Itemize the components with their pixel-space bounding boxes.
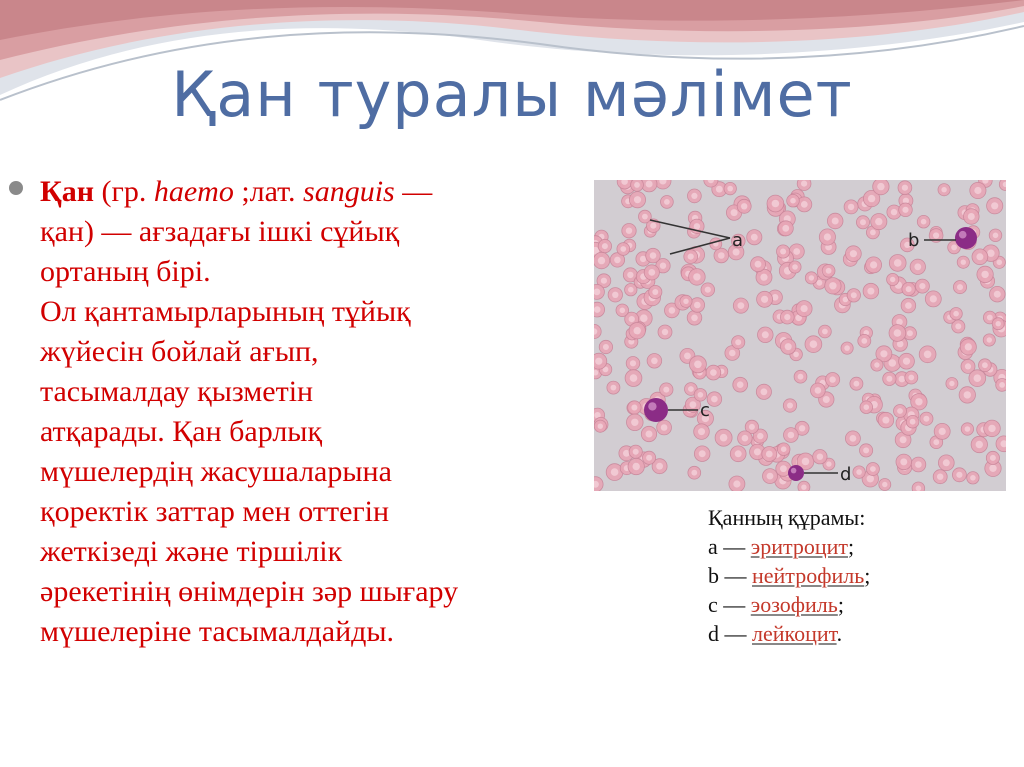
erythrocyte-center	[850, 250, 857, 257]
erythrocyte-center	[642, 214, 648, 220]
erythrocyte-center	[699, 450, 706, 457]
erythrocyte-center	[614, 257, 621, 264]
body-line-10: жеткізеді және тіршілік	[40, 535, 343, 568]
erythrocyte-center	[650, 252, 657, 259]
erythrocyte-center	[956, 472, 962, 478]
erythrocyte-center	[793, 352, 799, 358]
erythrocyte-center	[650, 223, 656, 229]
erythrocyte-center	[784, 314, 790, 320]
body-line-12: мүшелеріне тасымалдайды.	[40, 615, 395, 648]
erythrocyte-center	[663, 387, 669, 393]
erythrocyte-center	[669, 307, 676, 314]
erythrocyte-center	[646, 455, 652, 461]
erythrocyte-center	[735, 450, 742, 457]
erythrocyte-center	[982, 362, 988, 368]
body-line-2: қан) — ағзадағы ішкі сұйық	[40, 215, 400, 248]
erythrocyte-center	[988, 425, 995, 432]
erythrocyte-center	[965, 343, 972, 350]
erythrocyte-center	[915, 398, 922, 405]
erythrocyte-center	[691, 193, 697, 199]
erythrocyte-center	[897, 408, 903, 414]
erythrocyte-center	[792, 264, 798, 270]
erythrocyte-center	[634, 196, 641, 203]
erythrocyte-center	[817, 454, 823, 460]
erythrocyte-center	[916, 486, 922, 492]
erythrocyte-center	[631, 405, 637, 411]
erythrocyte-center	[710, 369, 717, 376]
erythrocyte-center	[867, 288, 874, 295]
label-b: b	[908, 230, 920, 251]
erythrocyte-center	[993, 233, 999, 239]
erythrocyte-center	[951, 245, 957, 251]
erythrocyte-center	[694, 361, 702, 369]
erythrocyte-center	[648, 269, 655, 276]
erythrocyte-center	[919, 283, 925, 289]
erythrocyte-center	[741, 203, 747, 209]
erythrocyte-center	[907, 330, 913, 336]
erythrocyte-center	[735, 339, 741, 345]
erythrocyte-center	[718, 252, 725, 259]
erythrocyte-center	[875, 218, 882, 225]
erythrocyte-center	[716, 186, 723, 193]
erythrocyte-center	[612, 292, 618, 298]
erythrocyte-center	[634, 182, 640, 188]
erythrocyte-center	[874, 362, 879, 367]
erythrocyte-center	[894, 329, 902, 337]
caption-item-d: d — лейкоцит.	[708, 621, 843, 646]
erythrocyte-center	[661, 424, 668, 431]
erythrocyte-center	[733, 480, 740, 487]
erythrocyte-center	[683, 299, 688, 304]
erythrocyte-center	[880, 350, 887, 357]
erythrocyte-center	[633, 449, 639, 455]
body-line-1: Қан (гр. haemo ;лат. sanguis —	[40, 175, 433, 208]
erythrocyte-center	[646, 431, 653, 438]
erythrocyte-center	[976, 441, 983, 448]
erythrocyte-center	[629, 316, 635, 322]
erythrocyte-center	[989, 465, 996, 472]
erythrocyte-center	[861, 338, 867, 344]
erythrocyte-center	[781, 446, 787, 452]
erythrocyte-center	[620, 308, 626, 314]
erythrocyte-center	[997, 260, 1003, 266]
caption-item-b: b — нейтрофиль;	[708, 563, 871, 588]
erythrocyte-center	[829, 282, 836, 289]
erythrocyte-center	[651, 358, 658, 365]
erythrocyte-center	[990, 455, 996, 461]
erythrocyte-center	[742, 435, 749, 442]
erythrocyte-center	[844, 345, 850, 351]
erythrocyte-center	[953, 311, 959, 317]
erythrocyte-center	[737, 381, 744, 388]
erythrocyte-center	[968, 213, 975, 220]
erythrocyte-center	[941, 187, 946, 192]
erythrocyte-center	[810, 340, 818, 348]
erythrocyte-center	[766, 451, 773, 458]
erythrocyte-link[interactable]: эритроцит	[750, 534, 849, 559]
erythrocyte-center	[684, 353, 691, 360]
erythrocyte-center	[620, 246, 626, 252]
erythrocyte-center	[822, 329, 828, 335]
erythrocyte-center	[594, 306, 601, 313]
erythrocyte-center	[937, 474, 943, 480]
erythrocyte-center	[976, 253, 983, 260]
erythrocyte-center	[826, 461, 831, 466]
erythrocyte-center	[981, 271, 988, 278]
erythrocyte-center	[601, 278, 607, 284]
erythrocyte-center	[900, 436, 907, 443]
blood-smear-image	[594, 180, 1006, 491]
erythrocyte-center	[974, 374, 982, 382]
caption-item-c: c — эозофиль;	[708, 592, 844, 617]
erythrocyte-center	[664, 199, 670, 205]
erythrocyte-center	[660, 263, 666, 269]
label-d: d	[840, 464, 852, 485]
erythrocyte-center	[693, 273, 700, 280]
neutrophil-link[interactable]: нейтрофиль	[752, 563, 865, 588]
erythrocyte-center	[823, 396, 830, 403]
erythrocyte-center	[899, 376, 906, 383]
erythrocyte-center	[850, 435, 857, 442]
erythrocyte-center	[780, 249, 786, 255]
erythrocyte-center	[698, 392, 704, 398]
erythrocyte-center	[646, 181, 653, 188]
erythrocyte-center	[787, 403, 793, 409]
erythrocyte-center	[598, 257, 605, 264]
erythrocyte-center	[698, 428, 705, 435]
erythrocyte-center	[987, 337, 992, 342]
term-blood: Қан	[40, 175, 95, 208]
erythrocyte-center	[630, 360, 636, 366]
erythrocyte-center	[798, 374, 804, 380]
erythrocyte-center	[903, 358, 910, 365]
erythrocyte-center	[829, 376, 835, 382]
erythrocyte-center	[694, 223, 700, 229]
erythrocyte-center	[788, 432, 795, 439]
erythrocyte-center	[955, 323, 961, 329]
erythrocyte-center	[720, 434, 728, 442]
neutrophil-cell-highlight	[959, 231, 967, 239]
erythrocyte-center	[817, 280, 823, 286]
erythrocyte-center	[785, 343, 792, 350]
erythrocyte-center	[634, 327, 641, 334]
erythrocyte-center	[882, 417, 889, 424]
figure-caption	[708, 503, 1008, 648]
caption-heading: Қанның құрамы:	[708, 505, 866, 530]
erythrocyte-center	[738, 302, 745, 309]
erythrocyte-center	[801, 181, 807, 187]
erythrocyte-center	[921, 219, 927, 225]
body-line-4: Ол қантамырларының тұйық	[40, 295, 411, 328]
bullet-icon	[9, 181, 23, 195]
erythrocyte-center	[864, 404, 870, 410]
erythrocyte-center	[870, 230, 876, 236]
erythrocyte-center	[914, 263, 921, 270]
erythrocyte-center	[801, 201, 808, 208]
erythrocyte-center	[802, 458, 810, 466]
erythrocyte-center	[999, 382, 1005, 388]
body-paragraph	[40, 172, 600, 652]
erythrocyte-center	[848, 204, 854, 210]
erythrocyte-center	[662, 329, 668, 335]
body-line-6: тасымалдау қызметін	[40, 375, 314, 408]
leukocyte-link[interactable]: лейкоцит	[752, 621, 837, 646]
erythrocyte-center	[915, 461, 922, 468]
erythrocyte-center	[965, 363, 971, 369]
erythrocyte-center	[815, 387, 822, 394]
erythrocyte-center	[900, 458, 907, 465]
erythrocyte-center	[602, 243, 608, 249]
erythrocyte-center	[749, 424, 755, 430]
erythrocyte-center	[939, 428, 946, 435]
erythrocyte-center	[652, 289, 658, 295]
erythrocyte-center	[611, 468, 619, 476]
eosinophil-cell	[644, 398, 668, 422]
erythrocyte-center	[761, 388, 768, 395]
erythrocyte-center	[598, 424, 603, 429]
leukocyte-cell-highlight	[791, 468, 797, 474]
erythrocyte-center	[910, 419, 916, 425]
erythrocyte-center	[751, 234, 758, 241]
erythrocyte-center	[705, 287, 711, 293]
erythrocyte-center	[782, 225, 789, 232]
erythrocyte-center	[628, 287, 634, 293]
erythrocyte-center	[630, 374, 638, 382]
erythrocyte-center	[755, 261, 762, 268]
erythrocyte-center	[633, 463, 640, 470]
erythrocyte-center	[767, 473, 774, 480]
erythrocyte-center	[882, 482, 887, 487]
erythrocyte-center	[905, 302, 912, 309]
erythrocyte-center	[961, 260, 966, 265]
erythrocyte-center	[868, 195, 875, 202]
erythrocyte-center	[933, 439, 939, 445]
erythrocyte-center	[987, 315, 993, 321]
erythrocyte-center	[870, 261, 877, 268]
erythrocyte-center	[860, 219, 866, 225]
erythrocyte-center	[793, 248, 800, 255]
erythrocyte-center	[902, 207, 908, 213]
blood-smear-svg	[594, 180, 1006, 491]
erythrocyte-center	[863, 447, 869, 453]
erythrocyte-center	[809, 275, 814, 280]
erythrocyte-center	[688, 254, 694, 260]
erythrocyte-center	[762, 331, 769, 338]
body-line-11: әрекетінің өнімдерін зәр шығару	[40, 575, 459, 608]
erythrocyte-center	[760, 274, 767, 281]
erythrocyte-center	[729, 350, 736, 357]
erythrocyte-center	[854, 381, 860, 387]
erythrocyte-center	[627, 272, 633, 278]
erythrocyte-center	[691, 315, 698, 322]
erythrocyte-center	[690, 401, 697, 408]
erythrocyte-center	[996, 321, 1001, 326]
erythrocyte-center	[772, 200, 780, 208]
erythrocyte-center	[711, 396, 718, 403]
erythrocyte-center	[886, 376, 892, 382]
erythrocyte-center	[824, 233, 831, 240]
eosinophil-cell-highlight	[648, 402, 656, 410]
erythrocyte-center	[832, 218, 839, 225]
erythrocyte-center	[965, 426, 971, 432]
erythrocyte-center	[691, 470, 697, 476]
label-a: a	[732, 230, 744, 251]
neutrophil-cell	[955, 227, 977, 249]
body-line-5: жүйесін бойлай ағып,	[40, 335, 319, 368]
erythrocyte-center	[799, 425, 805, 431]
erythrocyte-center	[694, 302, 701, 309]
erythrocyte-center	[754, 448, 761, 455]
slide-title: Қан туралы мәлімет	[171, 58, 853, 131]
erythrocyte-center	[826, 268, 832, 274]
erythrocyte-center	[974, 187, 981, 194]
erythrocyte-center	[924, 351, 932, 359]
erythrocyte-center	[656, 463, 663, 470]
erythrocyte-center	[906, 286, 912, 292]
erythrocyte-center	[949, 381, 954, 386]
label-c: c	[700, 400, 710, 421]
erythrocyte-center	[640, 314, 648, 322]
erythrocyte-center	[964, 391, 971, 398]
erythrocyte-center	[626, 228, 632, 234]
erythrocyte-center	[902, 185, 908, 191]
erythrocyte-center	[991, 202, 998, 209]
erythrocyte-cells	[594, 180, 1006, 491]
erythrocyte-center	[631, 419, 638, 426]
erythrocyte-center	[595, 358, 602, 365]
erythrocyte-center	[856, 469, 862, 475]
erythrocyte-center	[640, 256, 646, 262]
erythrocyte-center	[933, 232, 939, 238]
erythrocyte-center	[688, 386, 694, 392]
erythrocyte-center	[943, 459, 950, 466]
erythrocyte-center	[891, 209, 897, 215]
erythrocyte-center	[757, 433, 763, 439]
body-line-8: мүшелердің жасушаларына	[40, 455, 392, 488]
erythrocyte-center	[867, 475, 874, 482]
body-line-7: атқарады. Қан барлық	[40, 415, 323, 448]
erythrocyte-center	[894, 259, 902, 267]
erythrocyte-center	[877, 183, 884, 190]
eosinophil-link[interactable]: эозофиль	[750, 592, 838, 617]
erythrocyte-center	[801, 305, 808, 312]
erythrocyte-center	[957, 284, 963, 290]
erythrocyte-center	[930, 295, 937, 302]
erythrocyte-center	[761, 296, 768, 303]
erythrocyte-center	[780, 465, 787, 472]
body-line-9: қоректік заттар мен оттегін	[40, 495, 390, 528]
erythrocyte-center	[870, 466, 876, 472]
erythrocyte-center	[727, 186, 733, 192]
erythrocyte-center	[611, 385, 617, 391]
erythrocyte-center	[603, 344, 609, 350]
leukocyte-cell	[788, 465, 804, 481]
erythrocyte-center	[801, 485, 806, 490]
erythrocyte-center	[970, 475, 976, 481]
erythrocyte-center	[790, 198, 796, 204]
erythrocyte-center	[851, 292, 857, 298]
erythrocyte-center	[889, 359, 897, 367]
erythrocyte-center	[890, 277, 895, 282]
erythrocyte-center	[987, 250, 994, 257]
erythrocyte-center	[731, 209, 738, 216]
erythrocyte-center	[923, 416, 929, 422]
caption-item-a: a — эритроцит;	[708, 534, 855, 559]
erythrocyte-center	[908, 375, 914, 381]
erythrocyte-center	[994, 291, 1001, 298]
body-line-3: ортаның бірі.	[40, 255, 211, 288]
